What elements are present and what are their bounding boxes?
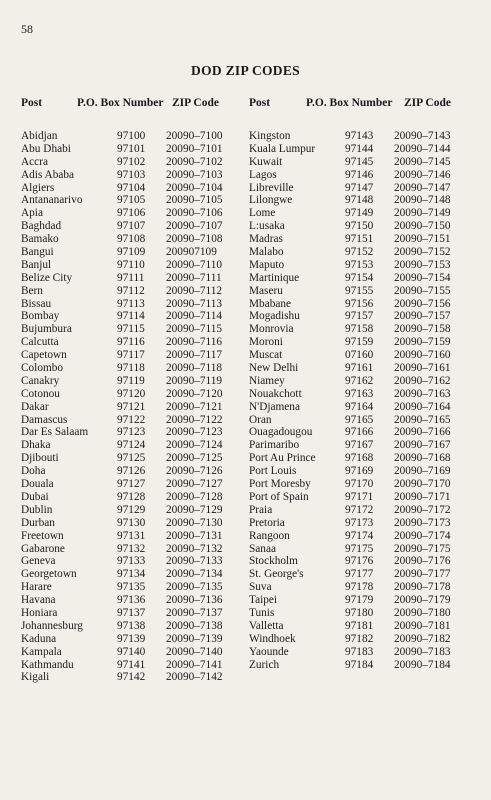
post-name: Kingston: [249, 130, 291, 142]
po-box-number: 97128: [117, 490, 146, 503]
zip-code: 20090–7108: [166, 233, 223, 246]
po-box-number: 97167: [345, 439, 374, 452]
po-box-number: 97163: [345, 387, 374, 400]
page-number: 58: [21, 22, 33, 36]
post-name: Mbabane: [249, 297, 292, 310]
zip-code: 20090–7101: [166, 142, 223, 155]
post-name: Belize City: [21, 271, 73, 284]
post-name: Ouagadougou: [249, 426, 313, 439]
post-name: Antananarivo: [21, 194, 83, 207]
zip-code: 20090–7106: [166, 207, 223, 220]
po-box-number: 97103: [117, 168, 146, 181]
zip-code: 20090–7173: [394, 516, 451, 529]
left-header-post: Post: [21, 97, 43, 109]
post-name: Freetown: [21, 529, 64, 542]
post-name: Apia: [21, 207, 43, 220]
zip-code: 20090–7153: [394, 258, 451, 271]
zip-code: 20090–7115: [166, 323, 223, 336]
po-box-number: 97108: [117, 233, 146, 246]
zip-code: 20090–7124: [166, 439, 223, 452]
zip-code: 20090–7110: [166, 258, 223, 271]
po-box-number: 97151: [345, 233, 374, 246]
post-name: Nouakchott: [249, 387, 302, 400]
zip-code: 20090–7117: [166, 349, 223, 362]
zip-code: 20090–7160: [394, 349, 451, 362]
zip-code: 20090–7169: [394, 465, 451, 478]
post-name: Bujumbura: [21, 323, 72, 336]
post-name: Algiers: [21, 181, 55, 194]
post-name: Valletta: [249, 619, 284, 632]
po-box-number: 97162: [345, 374, 374, 387]
po-box-number: 97175: [345, 542, 374, 555]
post-name: Kigali: [21, 671, 50, 684]
zip-code: 20090–7111: [166, 271, 222, 284]
post-name: Taipei: [249, 594, 278, 607]
po-box-number: 97154: [345, 271, 374, 284]
page-title: DOD ZIP CODES: [191, 63, 300, 78]
post-name: Kuwait: [249, 155, 283, 168]
zip-code: 20090–7141: [166, 658, 223, 671]
post-name: Bangui: [21, 246, 54, 259]
zip-code: 20090–7136: [166, 594, 223, 607]
zip-code: 20090–7159: [394, 336, 451, 349]
post-name: Abidjan: [21, 130, 58, 142]
zip-code: 20090–7120: [166, 387, 223, 400]
po-box-number: 97110: [117, 258, 145, 271]
zip-code: 20090–7132: [166, 542, 223, 555]
po-box-number: 97144: [345, 142, 374, 155]
post-name: Kathmandu: [21, 658, 74, 671]
right-header-post: Post: [249, 97, 271, 109]
po-box-number: 97134: [117, 568, 146, 581]
po-box-number: 97104: [117, 181, 146, 194]
post-name: Zurich: [249, 658, 280, 671]
zip-code: 20090–7184: [394, 658, 451, 671]
zip-code: 20090–7148: [394, 194, 451, 207]
zip-code: 20090–7100: [166, 130, 223, 142]
po-box-number: 97114: [117, 310, 145, 323]
po-box-number: 97106: [117, 207, 146, 220]
post-name: Kaduna: [21, 632, 57, 645]
po-box-number: 97102: [117, 155, 146, 168]
po-box-number: 97147: [345, 181, 374, 194]
zip-code: 20090–7125: [166, 452, 223, 465]
post-name: New Delhi: [249, 362, 299, 375]
zip-code: 20090–7178: [394, 581, 451, 594]
po-box-number: 97123: [117, 426, 146, 439]
post-name: Port Moresby: [249, 478, 311, 491]
zip-code: 20090–7143: [394, 130, 451, 142]
zip-code: 20090–7166: [394, 426, 451, 439]
zip-code: 20090–7103: [166, 168, 223, 181]
post-name: Bombay: [21, 310, 60, 323]
zip-code: 20090–7122: [166, 413, 223, 426]
po-box-number: 97132: [117, 542, 146, 555]
po-box-number: 97118: [117, 362, 145, 375]
zip-code: 20090–7135: [166, 581, 223, 594]
post-name: Banjul: [21, 258, 52, 271]
left-header-box: P.O. Box Number: [77, 97, 164, 109]
post-name: Damascus: [21, 413, 68, 426]
po-box-number: 97127: [117, 478, 146, 491]
zip-code: 20090–7105: [166, 194, 223, 207]
zip-code: 20090–7172: [394, 503, 451, 516]
po-box-number: 97161: [345, 362, 374, 375]
po-box-number: 07160: [345, 349, 374, 362]
zip-code: 20090–7180: [394, 606, 451, 619]
zip-code: 20090–7154: [394, 271, 451, 284]
zip-code: 20090–7137: [166, 606, 223, 619]
po-box-number: 97178: [345, 581, 374, 594]
post-name: L:usaka: [249, 220, 285, 233]
po-box-number: 97155: [345, 284, 374, 297]
zip-code: 20090–7119: [166, 374, 223, 387]
zip-code: 20090–7162: [394, 374, 451, 387]
po-box-number: 97140: [117, 645, 146, 658]
po-box-number: 97124: [117, 439, 146, 452]
post-name: Kampala: [21, 645, 62, 658]
zip-code: 20090–7164: [394, 400, 451, 413]
zip-code: 20090–7114: [166, 310, 223, 323]
post-name: Maseru: [249, 284, 283, 297]
post-name: Colombo: [21, 362, 64, 375]
post-name: St. George's: [249, 568, 304, 581]
post-name: Gabarone: [21, 542, 65, 555]
po-box-number: 97183: [345, 645, 374, 658]
zip-code: 20090–7152: [394, 246, 451, 259]
post-name: Libreville: [249, 181, 294, 194]
post-name: Canakry: [21, 374, 60, 387]
zip-code: 20090–7102: [166, 155, 223, 168]
post-name: Calcutta: [21, 336, 59, 349]
zip-code: 20090–7182: [394, 632, 451, 645]
zip-code: 20090–7128: [166, 490, 223, 503]
post-name: Stockholm: [249, 555, 298, 568]
po-box-number: 97181: [345, 619, 374, 632]
zip-code: 20090–7130: [166, 516, 223, 529]
post-name: Praia: [249, 503, 273, 516]
zip-code: 20090–7139: [166, 632, 223, 645]
post-name: Pretoria: [249, 516, 285, 529]
post-name: Port Louis: [249, 465, 297, 478]
zip-code: 20090–7146: [394, 168, 451, 181]
po-box-number: 97111: [117, 271, 145, 284]
post-name: Honiara: [21, 606, 58, 619]
post-name: Dar Es Salaam: [21, 426, 89, 439]
zip-code: 20090–7131: [166, 529, 223, 542]
right-header-zip: ZIP Code: [404, 97, 451, 109]
po-box-number: 97150: [345, 220, 374, 233]
post-name: Muscat: [249, 349, 283, 362]
post-name: Georgetown: [21, 568, 77, 581]
post-name: Madras: [249, 233, 283, 246]
zip-code: 20090–7157: [394, 310, 451, 323]
po-box-number: 97119: [117, 374, 145, 387]
post-name: Lagos: [249, 168, 277, 181]
zip-code: 20090–7127: [166, 478, 223, 491]
po-box-number: 97166: [345, 426, 374, 439]
po-box-number: 97146: [345, 168, 374, 181]
zip-code: 20090–7129: [166, 503, 223, 516]
po-box-number: 97126: [117, 465, 146, 478]
post-name: N'Djamena: [249, 400, 300, 413]
post-name: Maputo: [249, 258, 285, 271]
po-box-number: 97141: [117, 658, 146, 671]
post-name: Abu Dhabi: [21, 142, 71, 155]
zip-code: 20090–7155: [394, 284, 451, 297]
po-box-number: 97101: [117, 142, 146, 155]
post-name: Dhaka: [21, 439, 51, 452]
po-box-number: 97112: [117, 284, 145, 297]
zip-code: 20090–7158: [394, 323, 451, 336]
post-name: Malabo: [249, 246, 284, 259]
po-box-number: 97105: [117, 194, 146, 207]
post-name: Dublin: [21, 503, 53, 516]
po-box-number: 97143: [345, 130, 374, 142]
post-name: Adis Ababa: [21, 168, 75, 181]
po-box-number: 97164: [345, 400, 374, 413]
post-name: Accra: [21, 155, 48, 168]
po-box-number: 97182: [345, 632, 374, 645]
post-name: Dubai: [21, 490, 49, 503]
zip-code: 20090–7174: [394, 529, 451, 542]
post-name: Oran: [249, 413, 272, 426]
po-box-number: 97121: [117, 400, 146, 413]
post-name: Rangoon: [249, 529, 290, 542]
po-box-number: 97117: [117, 349, 145, 362]
post-name: Tunis: [249, 606, 275, 619]
zip-code: 20090–7170: [394, 478, 451, 491]
zip-code: 20090–7163: [394, 387, 451, 400]
post-name: Parimaribo: [249, 439, 300, 452]
po-box-number: 97158: [345, 323, 374, 336]
post-name: Mogadishu: [249, 310, 300, 323]
post-name: Doha: [21, 465, 46, 478]
po-box-number: 97131: [117, 529, 146, 542]
po-box-number: 97152: [345, 246, 374, 259]
po-box-number: 97115: [117, 323, 145, 336]
post-name: Moroni: [249, 336, 283, 349]
post-name: Dakar: [21, 400, 49, 413]
po-box-number: 97113: [117, 297, 145, 310]
po-box-number: 97157: [345, 310, 374, 323]
zip-code: 20090–7126: [166, 465, 223, 478]
po-box-number: 97125: [117, 452, 146, 465]
po-box-number: 97129: [117, 503, 146, 516]
zip-code: 20090–7133: [166, 555, 223, 568]
post-name: Baghdad: [21, 220, 62, 233]
zip-code: 20090–7134: [166, 568, 223, 581]
zip-code: 20090–7176: [394, 555, 451, 568]
zip-code: 20090–7181: [394, 619, 451, 632]
post-name: Johannesburg: [21, 619, 83, 632]
po-box-number: 97136: [117, 594, 146, 607]
post-name: Monrovia: [249, 323, 294, 336]
zip-code: 20090–7118: [166, 362, 223, 375]
zip-code: 20090–7123: [166, 426, 223, 439]
post-name: Windhoek: [249, 632, 296, 645]
zip-code: 20090–7150: [394, 220, 451, 233]
right-header-box: P.O. Box Number: [306, 97, 393, 109]
zip-code: 200907109: [166, 246, 217, 259]
zip-code: 20090–7107: [166, 220, 223, 233]
zip-code: 20090–7183: [394, 645, 451, 658]
po-box-number: 97177: [345, 568, 374, 581]
post-name: Lilongwe: [249, 194, 293, 207]
zip-code: 20090–7113: [166, 297, 223, 310]
zip-code: 20090–7142: [166, 671, 223, 684]
po-box-number: 97171: [345, 490, 374, 503]
post-name: Lome: [249, 207, 276, 220]
post-name: Yaounde: [249, 645, 289, 658]
post-name: Douala: [21, 478, 54, 491]
post-name: Martinique: [249, 271, 300, 284]
po-box-number: 97133: [117, 555, 146, 568]
po-box-number: 97142: [117, 671, 146, 684]
po-box-number: 97148: [345, 194, 374, 207]
zip-code: 20090–7167: [394, 439, 451, 452]
po-box-number: 97174: [345, 529, 374, 542]
post-name: Geneva: [21, 555, 56, 568]
zip-code: 20090–7149: [394, 207, 451, 220]
post-name: Bern: [21, 284, 43, 297]
po-box-number: 97139: [117, 632, 146, 645]
zip-code: 20090–7179: [394, 594, 451, 607]
left-header-zip: ZIP Code: [172, 97, 219, 109]
post-name: Bamako: [21, 233, 59, 246]
zip-code: 20090–7144: [394, 142, 451, 155]
zip-code: 20090–7151: [394, 233, 451, 246]
zip-code: 20090–7171: [394, 490, 451, 503]
zip-code: 20090–7145: [394, 155, 451, 168]
po-box-number: 97137: [117, 606, 146, 619]
po-box-number: 97168: [345, 452, 374, 465]
zip-code: 20090–7156: [394, 297, 451, 310]
po-box-number: 97156: [345, 297, 374, 310]
zip-code: 20090–7175: [394, 542, 451, 555]
po-box-number: 97159: [345, 336, 374, 349]
po-box-number: 97116: [117, 336, 145, 349]
post-name: Kuala Lumpur: [249, 142, 316, 155]
post-name: Port of Spain: [249, 490, 309, 503]
zip-code: 20090–7165: [394, 413, 451, 426]
zip-code: 20090–7140: [166, 645, 223, 658]
post-name: Sanaa: [249, 542, 276, 555]
po-box-number: 97165: [345, 413, 374, 426]
po-box-number: 97169: [345, 465, 374, 478]
po-box-number: 97179: [345, 594, 374, 607]
po-box-number: 97107: [117, 220, 146, 233]
zip-code: 20090–7161: [394, 362, 451, 375]
po-box-number: 97130: [117, 516, 146, 529]
po-box-number: 97176: [345, 555, 374, 568]
post-name: Havana: [21, 594, 56, 607]
post-name: Djibouti: [21, 452, 59, 465]
zip-code: 20090–7177: [394, 568, 451, 581]
po-box-number: 97172: [345, 503, 374, 516]
zip-code: 20090–7138: [166, 619, 223, 632]
po-box-number: 97100: [117, 130, 146, 142]
po-box-number: 97180: [345, 606, 374, 619]
post-name: Harare: [21, 581, 52, 594]
post-name: Capetown: [21, 349, 67, 362]
post-name: Suva: [249, 581, 272, 594]
zip-code: 20090–7112: [166, 284, 223, 297]
po-box-number: 97153: [345, 258, 374, 271]
po-box-number: 97138: [117, 619, 146, 632]
po-box-number: 97170: [345, 478, 374, 491]
po-box-number: 97135: [117, 581, 146, 594]
po-box-number: 97122: [117, 413, 146, 426]
po-box-number: 97173: [345, 516, 374, 529]
po-box-number: 97145: [345, 155, 374, 168]
post-name: Bissau: [21, 297, 52, 310]
po-box-number: 97120: [117, 387, 146, 400]
zip-code: 20090–7116: [166, 336, 223, 349]
po-box-number: 97149: [345, 207, 374, 220]
po-box-number: 97109: [117, 246, 146, 259]
zip-code: 20090–7147: [394, 181, 451, 194]
zip-code: 20090–7168: [394, 452, 451, 465]
zip-code: 20090–7104: [166, 181, 223, 194]
post-name: Port Au Prince: [249, 452, 316, 465]
post-name: Cotonou: [21, 387, 60, 400]
zip-code: 20090–7121: [166, 400, 223, 413]
post-name: Niamey: [249, 374, 285, 387]
po-box-number: 97184: [345, 658, 374, 671]
post-name: Durban: [21, 516, 55, 529]
